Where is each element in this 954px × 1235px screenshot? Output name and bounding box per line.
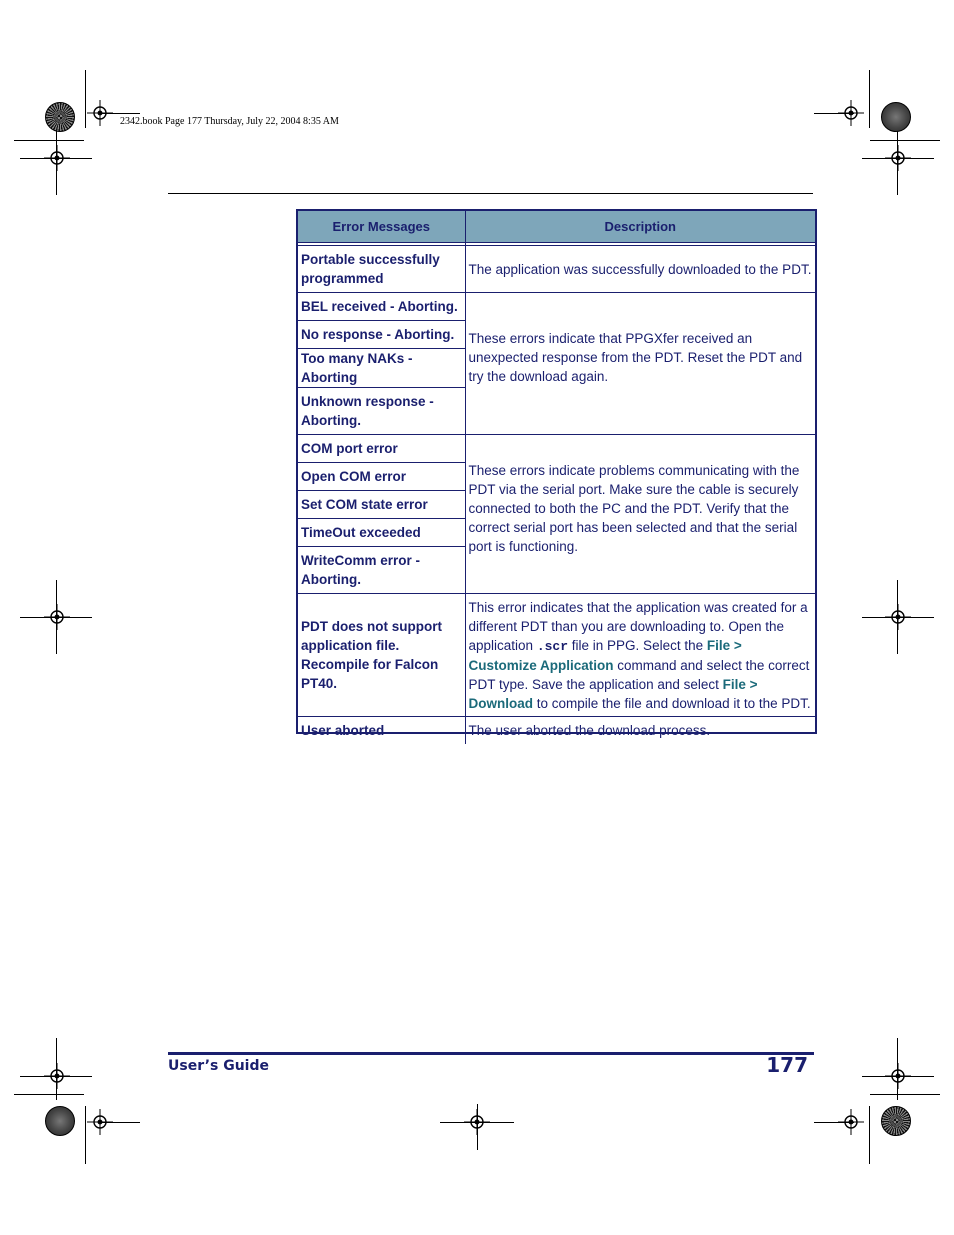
error-description: These errors indicate that PPGXfer received an unexpected response from the PDT. Reset the PDT and try the download again. — [465, 293, 815, 435]
guide-line — [20, 617, 92, 618]
table-row — [298, 293, 815, 321]
table-header-row — [298, 211, 815, 243]
table-row — [298, 594, 815, 717]
error-description: The application was successfully downloaded to the PDT. — [465, 246, 815, 293]
error-message: Unknown response - Aborting. — [298, 388, 465, 435]
guide-line — [100, 1122, 140, 1123]
column-header-description: Description — [465, 211, 815, 243]
press-mark-icon — [881, 1106, 911, 1136]
menu-path-customize: File > Customize Application — [468, 638, 742, 673]
guide-line — [440, 1122, 514, 1123]
press-mark-icon — [45, 1106, 75, 1136]
guide-line — [897, 130, 898, 195]
error-message: Portable successfully programmed — [298, 246, 465, 293]
error-description: The user aborted the download process. — [468, 722, 711, 738]
error-description: These errors indicate problems communicating with the PDT via the serial port. Make sure the cable is securely connected to both the PC and the PDT. Verify that the correct serial port has been selected and that the serial port is functioning. — [465, 435, 815, 594]
footer-guide-title: User’s Guide — [168, 1058, 269, 1074]
guide-line — [814, 1122, 854, 1123]
column-header-error-messages: Error Messages — [298, 211, 465, 243]
error-message: Open COM error — [298, 463, 465, 491]
guide-line — [20, 1076, 92, 1077]
guide-line — [862, 158, 934, 159]
error-message: No response - Aborting. — [298, 321, 465, 349]
page-number: 177 — [766, 1053, 808, 1077]
error-message: Set COM state error — [298, 491, 465, 519]
guide-line — [862, 1076, 934, 1077]
guide-line — [477, 1104, 478, 1150]
guide-line — [862, 617, 934, 618]
error-message: BEL received - Aborting. — [298, 293, 465, 321]
menu-path-download: File > Download — [468, 677, 758, 711]
error-description — [465, 594, 815, 717]
guide-line — [897, 1038, 898, 1100]
description-text: to compile the file and download it to the PDT. — [533, 696, 811, 711]
error-message: Too many NAKs - Aborting — [298, 349, 465, 388]
error-messages-table — [296, 209, 817, 738]
error-message: User aborted — [298, 717, 465, 744]
table-row — [298, 717, 815, 744]
table-row — [298, 246, 815, 293]
press-mark-icon — [881, 102, 911, 132]
press-mark-icon — [45, 102, 75, 132]
error-message: WriteComm error - Aborting. — [298, 547, 465, 594]
guide-line — [20, 158, 92, 159]
book-file-info: 2342.book Page 177 Thursday, July 22, 2004 8:35 AM — [120, 116, 339, 127]
error-message: TimeOut exceeded — [298, 519, 465, 547]
guide-line — [56, 130, 57, 195]
error-message: COM port error — [298, 435, 465, 463]
guide-line — [814, 113, 854, 114]
guide-line — [100, 113, 140, 114]
description-text: command and select the correct PDT type. Save the application and select — [468, 658, 810, 692]
description-text: file in PPG. Select the — [568, 638, 707, 653]
guide-line — [56, 1038, 57, 1100]
top-rule — [168, 193, 813, 194]
footer-rule — [168, 1052, 814, 1055]
table-row — [298, 435, 815, 463]
description-text: This error indicates that the application was created for a different PDT than you are downloading to. Open the application — [468, 600, 808, 653]
error-message: PDT does not support application file. Recompile for Falcon PT40. — [298, 594, 465, 717]
file-extension-code: .scr — [536, 639, 569, 654]
